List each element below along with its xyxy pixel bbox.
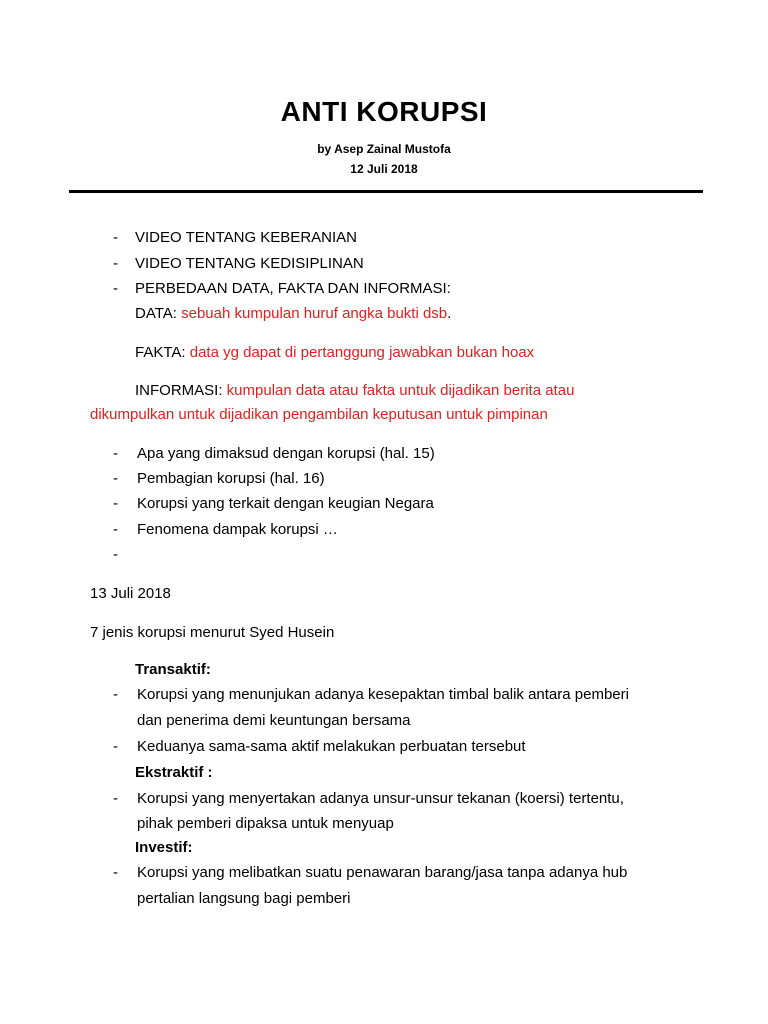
list-item: Fenomena dampak korupsi … (137, 521, 338, 538)
list-item-continued: dan penerima demi keuntungan bersama (137, 712, 411, 729)
list-item: Apa yang dimaksud dengan korupsi (hal. 15) (137, 445, 435, 462)
informasi-text: kumpulan data atau fakta untuk dijadikan berita atau (226, 382, 575, 399)
fakta-label: FAKTA: (135, 344, 190, 361)
fakta-definition (135, 343, 534, 363)
bullet-dash: - (113, 864, 118, 881)
informasi-definition (135, 381, 574, 401)
list-item: Keduanya sama-sama aktif melakukan perbuatan tersebut (137, 738, 526, 755)
author-line: by Asep Zainal Mustofa (317, 142, 451, 156)
list-item: Pembagian korupsi (hal. 16) (137, 470, 325, 487)
header-divider (69, 190, 703, 193)
bullet-dash: - (113, 495, 118, 512)
list-item: VIDEO TENTANG KEBERANIAN (135, 229, 357, 246)
bullet-dash: - (113, 470, 118, 487)
data-definition (135, 304, 451, 324)
list-item: Korupsi yang melibatkan suatu penawaran barang/jasa tanpa adanya hub (137, 864, 628, 881)
bullet-dash: - (113, 280, 118, 297)
bullet-dash: - (113, 790, 118, 807)
list-item: Korupsi yang menunjukan adanya kesepaktan timbal balik antara pemberi (137, 686, 629, 703)
bullet-dash: - (113, 738, 118, 755)
investif-label: Investif: (135, 839, 193, 856)
section-heading: 7 jenis korupsi menurut Syed Husein (90, 624, 335, 641)
list-item: PERBEDAAN DATA, FAKTA DAN INFORMASI: (135, 280, 451, 297)
data-end: . (447, 305, 452, 322)
bullet-dash: - (113, 546, 118, 563)
list-item: Korupsi yang menyertakan adanya unsur-unsur tekanan (koersi) tertentu, (137, 790, 624, 807)
data-text: sebuah kumpulan huruf angka bukti dsb (181, 305, 448, 322)
list-item: Korupsi yang terkait dengan keugian Negara (137, 495, 434, 512)
list-item: VIDEO TENTANG KEDISIPLINAN (135, 255, 364, 272)
informasi-label: INFORMASI: (135, 382, 227, 399)
bullet-dash: - (113, 686, 118, 703)
list-item-continued: pihak pemberi dipaksa untuk menyuap (137, 815, 394, 832)
document-title: ANTI KORUPSI (280, 96, 488, 127)
transaktif-label: Transaktif: (135, 661, 211, 678)
informasi-text-continued: dikumpulkan untuk dijadikan pengambilan keputusan untuk pimpinan (90, 406, 548, 423)
ekstraktif-label: Ekstraktif : (135, 764, 213, 781)
data-label: DATA: (135, 305, 182, 322)
bullet-dash: - (113, 445, 118, 462)
bullet-dash: - (113, 521, 118, 538)
document-date: 12 Juli 2018 (350, 162, 418, 176)
section-date: 13 Juli 2018 (90, 585, 171, 602)
fakta-text: data yg dapat di pertanggung jawabkan bukan hoax (189, 344, 535, 361)
list-item-continued: pertalian langsung bagi pemberi (137, 890, 351, 907)
bullet-dash: - (113, 229, 118, 246)
bullet-dash: - (113, 255, 118, 272)
